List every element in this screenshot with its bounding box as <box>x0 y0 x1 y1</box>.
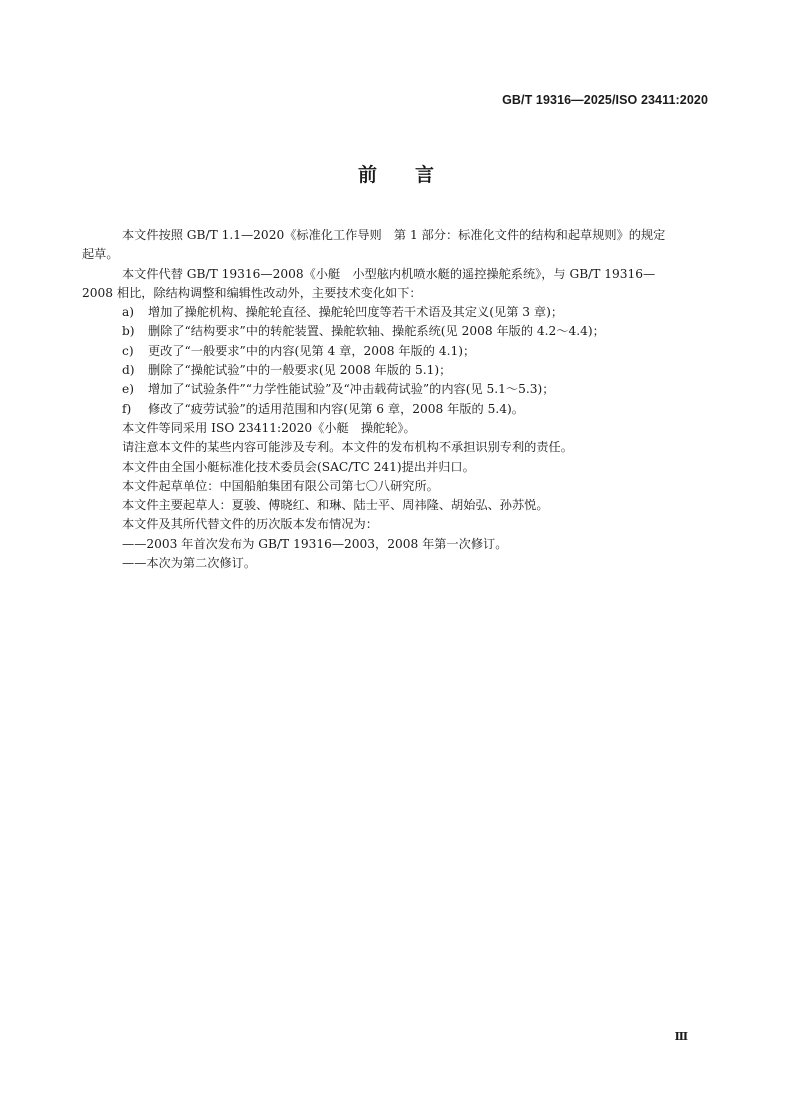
list-marker: e) <box>122 382 134 397</box>
list-item-text: 增加了操舵机构、操舵轮直径、操舵轮凹度等若干术语及其定义(见第 3 章)； <box>148 305 564 320</box>
change-item-a <box>82 303 710 322</box>
history-item-2003: ——2003 年首次发布为 GB/T 19316—2003，2008 年第一次修订。 <box>122 536 508 551</box>
paragraph-history-intro: 本文件及其所代替文件的历次版本发布情况为： <box>122 517 378 532</box>
standard-code-header: GB/T 19316—2025/ISO 23411:2020 <box>502 93 708 107</box>
change-item-b <box>82 322 710 341</box>
list-marker: c) <box>122 343 134 358</box>
paragraph-iso-adoption: 本文件等同采用 ISO 23411:2020《小艇 操舵轮》。 <box>122 420 416 435</box>
paragraph-drafting-unit: 本文件起草单位：中国船舶集团有限公司第七〇八研究所。 <box>122 478 439 493</box>
list-item-text: 删除了“操舵试验”中的一般要求(见 2008 年版的 5.1)； <box>148 363 452 378</box>
page-number: Ⅲ <box>674 1030 688 1043</box>
change-item-f <box>82 400 710 419</box>
foreword-body <box>82 226 710 573</box>
change-item-e <box>82 380 710 399</box>
paragraph-replacement-line1: 本文件代替 GB/T 19316—2008《小艇 小型舷内机喷水艇的遥控操舵系统》，与 GB/T 19316— <box>122 266 656 281</box>
paragraph-drafting-rules-line1: 本文件按照 GB/T 1.1—2020《标准化工作导则 第 1 部分：标准化文件的结构和起草规则》的规定 <box>122 228 666 242</box>
list-marker: d) <box>122 363 135 378</box>
page-title: 前言 <box>357 164 472 186</box>
paragraph-replacement-line2: 2008 相比，除结构调整和编辑性改动外，主要技术变化如下： <box>82 285 422 300</box>
paragraph-drafting-rules-line2: 起草。 <box>82 247 119 262</box>
change-item-d <box>82 361 710 380</box>
list-marker: a) <box>122 305 135 320</box>
paragraph-patent-notice: 请注意本文件的某些内容可能涉及专利。本文件的发布机构不承担识别专利的责任。 <box>122 440 573 455</box>
list-item-text: 删除了“结构要求”中的转舵装置、操舵软轴、操舵系统(见 2008 年版的 4.2～4.4)； <box>148 324 605 339</box>
list-item-text: 修改了“疲劳试验”的适用范围和内容(见第 6 章，2008 年版的 5.4)。 <box>148 401 524 416</box>
paragraph-committee: 本文件由全国小艇标准化技术委员会(SAC/TC 241)提出并归口。 <box>122 459 475 474</box>
list-item-text: 更改了“一般要求”中的内容(见第 4 章，2008 年版的 4.1)； <box>148 343 476 358</box>
list-item-text: 增加了“试验条件”“力学性能试验”及“冲击载荷试验”的内容(见 5.1～5.3)； <box>148 382 555 397</box>
list-marker: b) <box>122 324 135 339</box>
paragraph-drafters: 本文件主要起草人：夏骏、傅晓红、和琳、陆士平、周祎隆、胡始弘、孙苏悦。 <box>122 498 549 513</box>
list-marker: f) <box>122 401 132 416</box>
history-item-current: ——本次为第二次修订。 <box>122 556 257 571</box>
change-item-c <box>82 342 710 361</box>
